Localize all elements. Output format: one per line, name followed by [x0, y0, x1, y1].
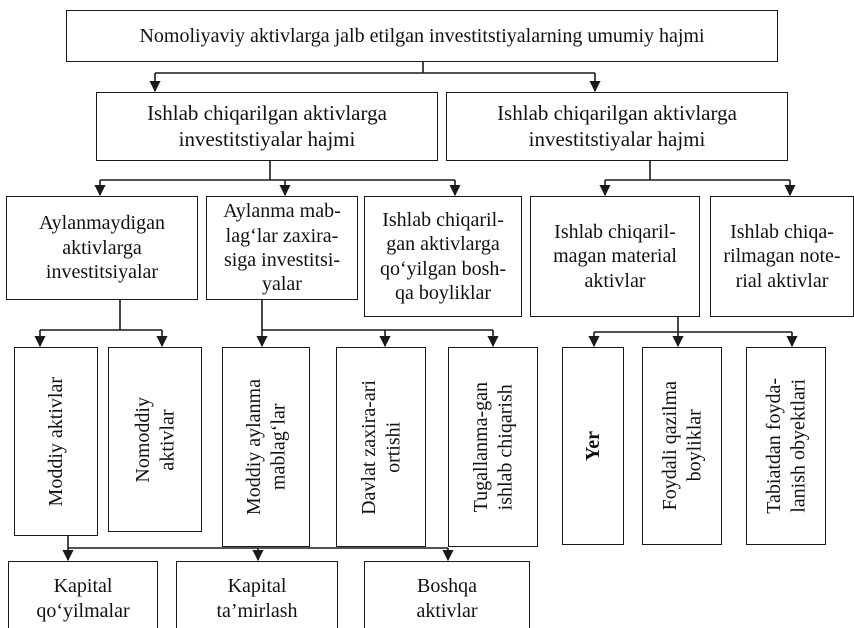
- node-state-reserves-growth-label: Davlat zaxira-ari ortishi: [357, 379, 404, 515]
- node-work-in-progress-label: Tugallanma-gan ishlab chiqarish: [469, 381, 516, 513]
- node-mineral-resources: [642, 347, 722, 545]
- node-work-in-progress: [448, 347, 538, 547]
- node-non-produced-material: Ishlab chiqaril- magan material aktivlar: [530, 196, 700, 317]
- node-capital-repair: Kapital ta’mirlash: [176, 561, 338, 628]
- node-other-valuables: Ishlab chiqaril- gan aktivlarga qo‘yilgan bosh- qa boyliklar: [364, 196, 522, 317]
- node-tangible-assets: [14, 347, 98, 536]
- node-produced-assets-left: Ishlab chiqarilgan aktivlarga investitstiyalar hajmi: [96, 92, 438, 161]
- node-state-reserves-growth: [336, 347, 426, 547]
- root-node: Nomoliyaviy aktivlarga jalb etilgan investitstiyalarning umumiy hajmi: [66, 10, 778, 62]
- node-natural-objects: [746, 347, 826, 545]
- node-tangible-assets-label: Moddiy aktivlar: [44, 376, 67, 507]
- node-natural-objects-label: Tabiatdan foyda- lanish obyektlari: [762, 378, 809, 514]
- node-land: [562, 347, 624, 545]
- node-land-label: Yer: [581, 431, 604, 461]
- node-produced-assets-right: Ishlab chiqarilgan aktivlarga investitstiyalar hajmi: [446, 92, 788, 161]
- node-tangible-working-capital-label: Moddiy aylanma mablag‘lar: [242, 378, 289, 516]
- node-other-assets: Boshqa aktivlar: [364, 561, 530, 628]
- node-working-capital-reserves: Aylanma mab- lag‘lar zaxira- siga investitsi- yalar: [206, 196, 358, 300]
- node-mineral-resources-label: Foydali qazilma boyliklar: [658, 381, 705, 511]
- node-non-produced-nonmaterial: Ishlab chiqa- rilmagan note- rial aktivlar: [710, 196, 854, 317]
- node-intangible-assets: [108, 347, 202, 532]
- node-non-current-assets: Aylanmaydigan aktivlarga investitsiyalar: [6, 196, 198, 300]
- node-tangible-working-capital: [222, 347, 310, 547]
- node-intangible-assets-label: Nomoddiy aktivlar: [131, 396, 178, 483]
- node-capital-investments: Kapital qo‘yilmalar: [8, 561, 158, 628]
